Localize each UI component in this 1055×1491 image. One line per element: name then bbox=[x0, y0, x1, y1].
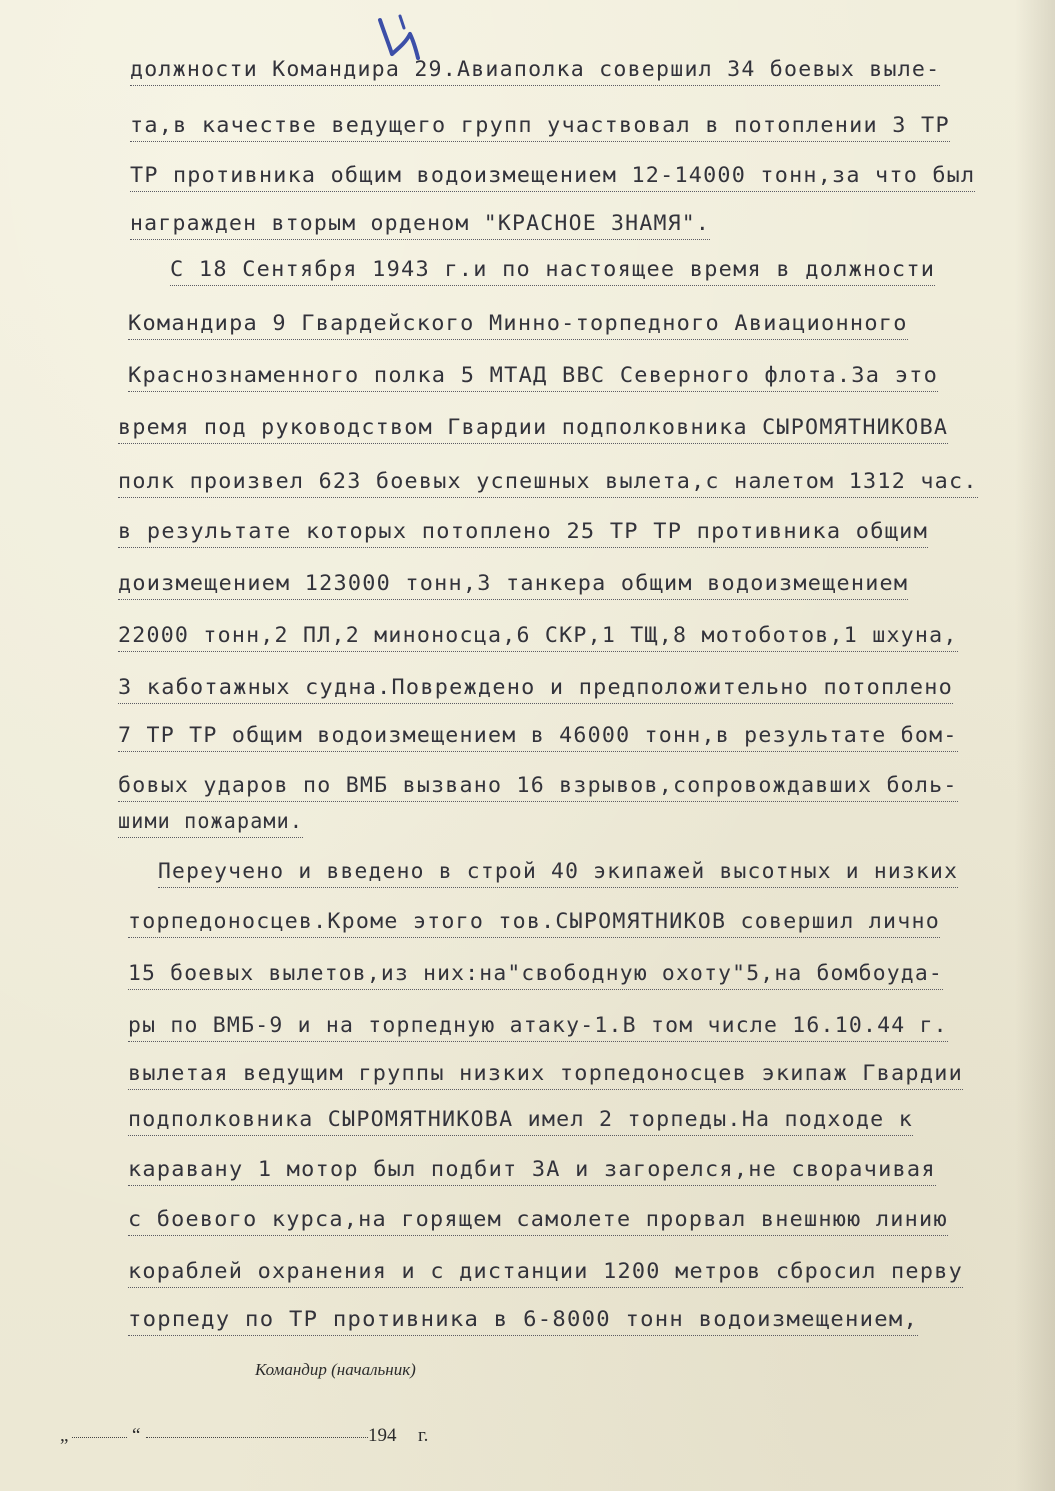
text-line-content: Командира 9 Гвардейского Минно-торпедного Авиационного bbox=[128, 311, 908, 335]
text-line bbox=[128, 1104, 913, 1138]
dotted-rule bbox=[118, 497, 978, 498]
dotted-rule bbox=[118, 837, 303, 838]
text-line-content: 15 боевых вылетов,из них:на"свободную охоту"5,на бомбоуда- bbox=[128, 961, 943, 985]
year-suffix: г. bbox=[418, 1425, 429, 1446]
text-line bbox=[118, 568, 908, 602]
dotted-rule bbox=[130, 239, 710, 240]
dotted-rule bbox=[128, 1287, 963, 1288]
text-line bbox=[128, 1256, 963, 1290]
text-line-content: С 18 Сентября 1943 г.и по настоящее время в должности bbox=[170, 257, 935, 281]
text-line bbox=[118, 720, 958, 754]
day-blank bbox=[72, 1437, 127, 1438]
dotted-rule bbox=[128, 1235, 948, 1236]
dotted-rule bbox=[128, 1185, 936, 1186]
text-line-content: торпедоносцев.Кроме этого тов.СЫРОМЯТНИКОВ совершил лично bbox=[128, 909, 940, 933]
dotted-rule bbox=[158, 887, 958, 888]
dotted-rule bbox=[128, 937, 940, 938]
text-line-content: вылетая ведущим группы низких торпедоносцев экипаж Гвардии bbox=[128, 1061, 963, 1085]
text-line bbox=[130, 54, 940, 88]
dotted-rule bbox=[128, 391, 938, 392]
text-line-content: полк произвел 623 боевых успешных вылета,с налетом 1312 час. bbox=[118, 469, 978, 493]
text-line-content: 7 ТР ТР общим водоизмещением в 46000 тонн,в результате бом- bbox=[118, 723, 958, 747]
text-line-content: торпеду по ТР противника в 6-8000 тонн водоизмещением, bbox=[128, 1307, 918, 1331]
text-line bbox=[128, 1058, 963, 1092]
text-line bbox=[128, 1154, 936, 1188]
text-line bbox=[118, 770, 958, 804]
text-line-content: шими пожарами. bbox=[118, 809, 303, 833]
text-line-content: время под руководством Гвардии подполковника СЫРОМЯТНИКОВА bbox=[118, 415, 948, 439]
text-line-content: награжден вторым орденом "КРАСНОЕ ЗНАМЯ". bbox=[130, 211, 710, 235]
dotted-rule bbox=[128, 1135, 913, 1136]
dotted-rule bbox=[118, 599, 908, 600]
commander-label: Командир (начальник) bbox=[255, 1360, 416, 1379]
dotted-rule bbox=[130, 191, 975, 192]
dotted-rule bbox=[128, 1089, 963, 1090]
text-line-content: подполковника СЫРОМЯТНИКОВА имел 2 торпеды.На подходе к bbox=[128, 1107, 913, 1131]
text-line bbox=[130, 208, 710, 242]
dotted-rule bbox=[128, 1041, 948, 1042]
text-line bbox=[158, 856, 958, 890]
text-line bbox=[118, 466, 978, 500]
text-line bbox=[128, 958, 943, 992]
text-line-content: доизмещением 123000 тонн,3 танкера общим водоизмещением bbox=[118, 571, 908, 595]
text-line bbox=[130, 110, 950, 144]
text-line bbox=[118, 806, 303, 840]
date-close-quote: “ bbox=[132, 1425, 141, 1446]
text-line bbox=[128, 360, 938, 394]
text-line-content: кораблей охранения и с дистанции 1200 метров сбросил перву bbox=[128, 1259, 963, 1283]
dotted-rule bbox=[128, 339, 908, 340]
text-line-content: 22000 тонн,2 ПЛ,2 миноносца,6 СКР,1 ТЩ,8 мотоботов,1 шхуна, bbox=[118, 623, 958, 647]
dotted-rule bbox=[118, 547, 928, 548]
year-prefix: 194 bbox=[368, 1425, 397, 1446]
dotted-rule bbox=[118, 651, 958, 652]
month-blank bbox=[146, 1437, 368, 1438]
text-line bbox=[128, 1304, 918, 1338]
text-line bbox=[118, 412, 948, 446]
text-line-content: Переучено и введено в строй 40 экипажей высотных и низких bbox=[158, 859, 958, 883]
text-line bbox=[170, 254, 935, 288]
dotted-rule bbox=[130, 141, 950, 142]
text-line bbox=[128, 308, 908, 342]
text-line-content: Краснознаменного полка 5 МТАД ВВС Северного флота.За это bbox=[128, 363, 938, 387]
dotted-rule bbox=[130, 85, 940, 86]
text-line-content: ТР противника общим водоизмещением 12-14000 тонн,за что был bbox=[130, 163, 975, 187]
dotted-rule bbox=[128, 1335, 918, 1336]
date-open-quote: „ bbox=[60, 1425, 69, 1446]
dotted-rule bbox=[118, 801, 958, 802]
text-line bbox=[130, 160, 975, 194]
text-line-content: бовых ударов по ВМБ вызвано 16 взрывов,сопровождавших боль- bbox=[118, 773, 958, 797]
page-edge-shadow bbox=[1015, 0, 1055, 1491]
text-line-content: ры по ВМБ-9 и на торпедную атаку-1.В том числе 16.10.44 г. bbox=[128, 1013, 948, 1037]
dotted-rule bbox=[118, 751, 958, 752]
text-line-content: 3 каботажных судна.Повреждено и предположительно потоплено bbox=[118, 675, 953, 699]
dotted-rule bbox=[170, 285, 935, 286]
text-line bbox=[118, 620, 958, 654]
text-line bbox=[128, 1010, 948, 1044]
text-line bbox=[118, 516, 928, 550]
text-line bbox=[128, 906, 940, 940]
dotted-rule bbox=[128, 989, 943, 990]
text-line-content: должности Командира 29.Авиаполка совершил 34 боевых выле- bbox=[130, 57, 940, 81]
text-line-content: та,в качестве ведущего групп участвовал в потоплении 3 ТР bbox=[130, 113, 950, 137]
text-line-content: с боевого курса,на горящем самолете прорвал внешнюю линию bbox=[128, 1207, 948, 1231]
dotted-rule bbox=[118, 443, 948, 444]
dotted-rule bbox=[118, 703, 953, 704]
text-line-content: в результате которых потоплено 25 ТР ТР противника общим bbox=[118, 519, 928, 543]
text-line-content: каравану 1 мотор был подбит ЗА и загорелся,не сворачивая bbox=[128, 1157, 936, 1181]
text-line bbox=[128, 1204, 948, 1238]
text-line bbox=[118, 672, 953, 706]
